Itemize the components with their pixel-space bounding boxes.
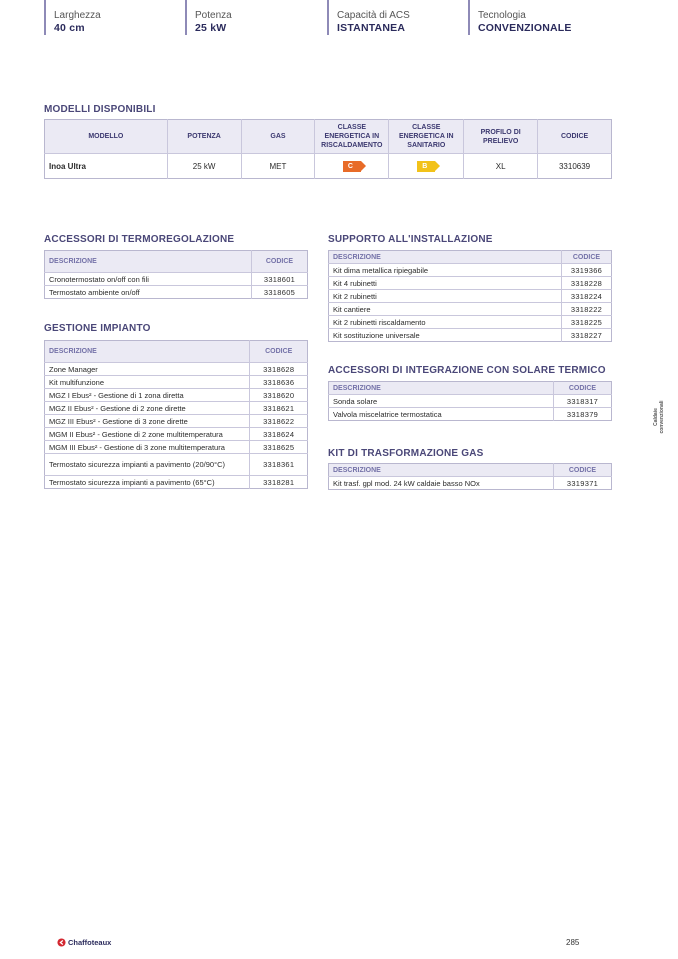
- col-header: CLASSE ENERGETICA IN SANITARIO: [389, 120, 464, 154]
- table-row: [329, 277, 612, 290]
- model-code: 3310639: [538, 154, 612, 179]
- row-code: 3318624: [250, 428, 308, 441]
- spec-label: Capacità di ACS: [337, 10, 410, 21]
- row-code: 3318605: [252, 286, 308, 299]
- table-row: [45, 415, 308, 428]
- row-desc: Sonda solare: [329, 395, 554, 408]
- row-code: 3319366: [562, 264, 612, 277]
- col-header: CODICE: [554, 382, 612, 395]
- table-row: [329, 303, 612, 316]
- row-desc: Kit sostituzione universale: [329, 329, 562, 342]
- row-code: 3318225: [562, 316, 612, 329]
- table-header-row: [329, 464, 612, 477]
- col-header: DESCRIZIONE: [329, 464, 554, 477]
- row-code: 3318621: [250, 402, 308, 415]
- badge-arrow: [435, 161, 440, 171]
- col-header: PROFILO DI PRELIEVO: [464, 120, 538, 154]
- model-gas: MET: [241, 154, 315, 179]
- table-row: [45, 363, 308, 376]
- spec-label: Larghezza: [54, 10, 101, 21]
- row-desc: MGZ I Ebus² - Gestione di 1 zona diretta: [45, 389, 250, 402]
- col-header: DESCRIZIONE: [329, 251, 562, 264]
- solare-table: [328, 381, 612, 421]
- row-code: 3318228: [562, 277, 612, 290]
- models-table: [44, 119, 612, 179]
- table-row: [45, 154, 612, 179]
- dhw-class-cell: [389, 154, 464, 179]
- solare-title: ACCESSORI DI INTEGRAZIONE CON SOLARE TERMICO: [328, 365, 606, 376]
- row-desc: Kit 2 rubinetti riscaldamento: [329, 316, 562, 329]
- termo-title: ACCESSORI DI TERMOREGOLAZIONE: [44, 234, 235, 245]
- row-code: 3318379: [554, 408, 612, 421]
- spec-label: Tecnologia: [478, 10, 526, 21]
- row-desc: Kit trasf. gpl mod. 24 kW caldaie basso NOx: [329, 477, 554, 490]
- spec-power: [185, 0, 232, 35]
- spec-value: CONVENZIONALE: [478, 22, 572, 34]
- table-row: [329, 316, 612, 329]
- row-code: 3318317: [554, 395, 612, 408]
- row-code: 3318222: [562, 303, 612, 316]
- table-row: [329, 329, 612, 342]
- col-header: CLASSE ENERGETICA IN RISCALDAMENTO: [315, 120, 389, 154]
- row-desc: MGZ III Ebus² - Gestione di 3 zone dirette: [45, 415, 250, 428]
- table-header-row: [329, 382, 612, 395]
- row-desc: Termostato ambiente on/off: [45, 286, 252, 299]
- gestione-title: GESTIONE IMPIANTO: [44, 323, 151, 334]
- model-profile: XL: [464, 154, 538, 179]
- table-row: [329, 264, 612, 277]
- row-desc: Kit cantiere: [329, 303, 562, 316]
- table-row: [329, 290, 612, 303]
- spec-dhw-capacity: [327, 0, 410, 35]
- table-row: [329, 395, 612, 408]
- col-header: MODELLO: [45, 120, 168, 154]
- termo-table: [44, 250, 308, 299]
- table-row: [329, 408, 612, 421]
- gas-title: KIT DI TRASFORMAZIONE GAS: [328, 448, 484, 459]
- table-row: [45, 286, 308, 299]
- table-header-row: [45, 120, 612, 154]
- col-header: DESCRIZIONE: [45, 341, 250, 363]
- col-header: DESCRIZIONE: [329, 382, 554, 395]
- models-title: MODELLI DISPONIBILI: [44, 104, 156, 115]
- spec-strip: [44, 0, 624, 36]
- gas-table: [328, 463, 612, 490]
- col-header: CODICE: [554, 464, 612, 477]
- row-desc: Kit multifunzione: [45, 376, 250, 389]
- table-header-row: [45, 341, 308, 363]
- col-header: POTENZA: [167, 120, 241, 154]
- row-code: 3318227: [562, 329, 612, 342]
- row-desc: Termostato sicurezza impianti a pavimento (20/90°C): [45, 454, 250, 476]
- table-row: [45, 273, 308, 286]
- row-desc: Cronotermostato on/off con fili: [45, 273, 252, 286]
- col-header: CODICE: [250, 341, 308, 363]
- brand-logo: [57, 938, 111, 947]
- page-number: 285: [566, 938, 580, 947]
- row-code: 3318625: [250, 441, 308, 454]
- table-row: [45, 389, 308, 402]
- energy-class-badge: B: [417, 161, 435, 172]
- row-code: 3318622: [250, 415, 308, 428]
- table-row: [45, 476, 308, 489]
- spec-value: ISTANTANEA: [337, 22, 406, 34]
- table-row: [45, 441, 308, 454]
- table-row: [329, 477, 612, 490]
- badge-arrow: [361, 161, 366, 171]
- table-row: [45, 402, 308, 415]
- spec-technology: [468, 0, 572, 35]
- side-label-text: Caldaie convenzionali: [653, 400, 665, 434]
- row-code: 3318224: [562, 290, 612, 303]
- table-row: [45, 376, 308, 389]
- model-power: 25 kW: [167, 154, 241, 179]
- supporto-title: SUPPORTO ALL'INSTALLAZIONE: [328, 234, 493, 245]
- table-header-row: [329, 251, 612, 264]
- row-desc: MGM II Ebus² - Gestione di 2 zone multitemperatura: [45, 428, 250, 441]
- heating-class-cell: [315, 154, 389, 179]
- row-code: 3318620: [250, 389, 308, 402]
- row-desc: Valvola miscelatrice termostatica: [329, 408, 554, 421]
- row-code: 3318601: [252, 273, 308, 286]
- row-desc: Kit 2 rubinetti: [329, 290, 562, 303]
- col-header: GAS: [241, 120, 315, 154]
- row-code: 3319371: [554, 477, 612, 490]
- row-desc: Kit dima metallica ripiegabile: [329, 264, 562, 277]
- col-header: CODICE: [538, 120, 612, 154]
- model-name: Inoa Ultra: [45, 154, 168, 179]
- brand-name: Chaffoteaux: [68, 938, 112, 947]
- row-desc: MGM III Ebus² - Gestione di 3 zone multitemperatura: [45, 441, 250, 454]
- col-header: CODICE: [562, 251, 612, 264]
- row-code: 3318636: [250, 376, 308, 389]
- table-row: [45, 454, 308, 476]
- table-header-row: [45, 251, 308, 273]
- energy-class-badge: C: [343, 161, 361, 172]
- spec-value: 40 cm: [54, 22, 85, 34]
- row-desc: Termostato sicurezza impianti a pavimento (65°C): [45, 476, 250, 489]
- col-header: CODICE: [252, 251, 308, 273]
- row-desc: Kit 4 rubinetti: [329, 277, 562, 290]
- row-desc: Zone Manager: [45, 363, 250, 376]
- row-code: 3318628: [250, 363, 308, 376]
- spec-label: Potenza: [195, 10, 232, 21]
- spec-value: 25 kW: [195, 22, 227, 34]
- row-code: 3318361: [250, 454, 308, 476]
- col-header: DESCRIZIONE: [45, 251, 252, 273]
- row-desc: MGZ II Ebus² - Gestione di 2 zone dirette: [45, 402, 250, 415]
- table-row: [45, 428, 308, 441]
- gestione-table: [44, 340, 308, 489]
- supporto-table: [328, 250, 612, 342]
- side-section-label: [650, 397, 666, 437]
- row-code: 3318281: [250, 476, 308, 489]
- spec-width: [44, 0, 101, 35]
- brand-icon: [57, 938, 66, 947]
